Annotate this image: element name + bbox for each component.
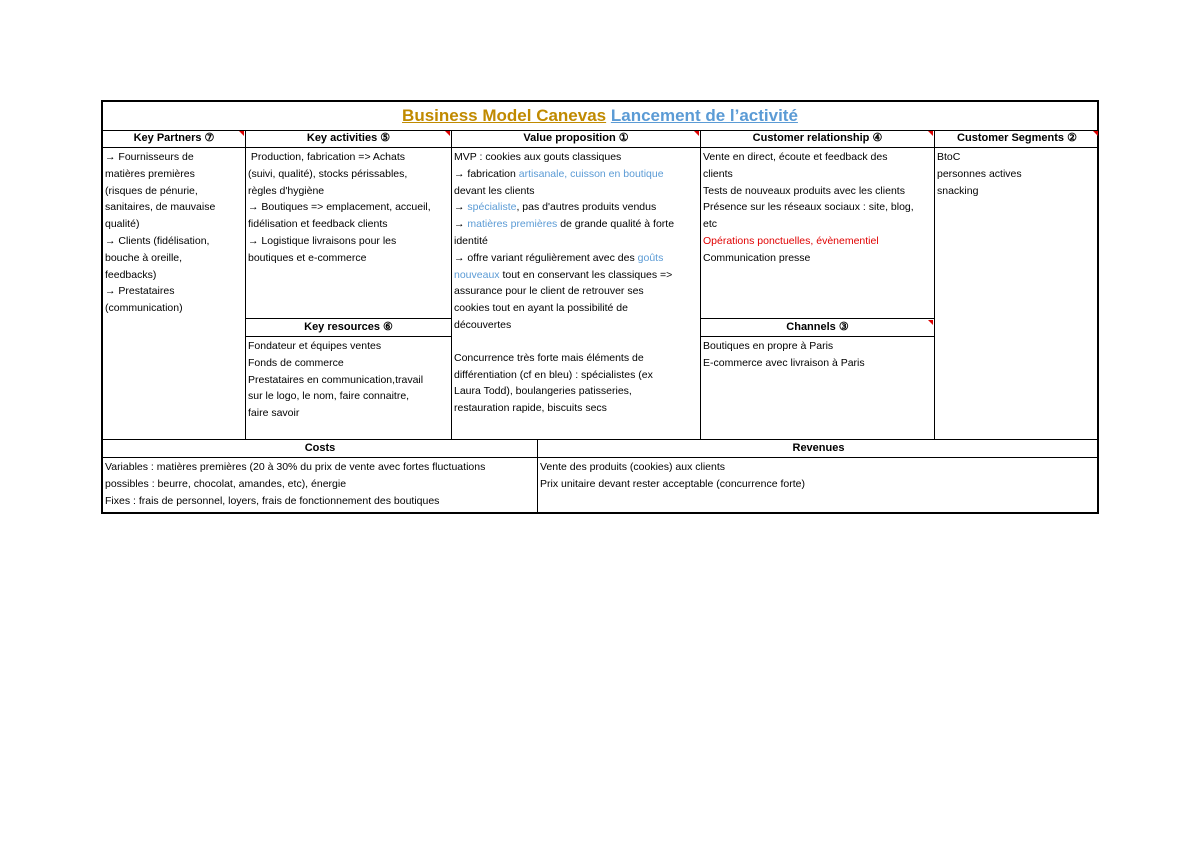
- value-proposition-body: MVP : cookies aux gouts classiques → fabrication artisanale, cuisson en boutique devant les clients → spécialiste, pas d'autres produits vendus → matières premières de grande qualité à forte identité → offre variant régulièrement avec des goûts nouveaux tout en conservant les classiques => assurance pour le client de retrouver ses cookies tout en ayant la possibilité de découvertes Concurrence très forte mais éléments de différentiation (cf en bleu) : spécialistes (ex Laura Todd), boulangeries patisseries, restauration rapide, biscuits secs: [454, 151, 675, 415]
- comment-marker-icon: [445, 131, 450, 136]
- key-partners-cell: [103, 130, 246, 440]
- comment-marker-icon: [928, 131, 933, 136]
- revenues-body: Vente des produits (cookies) aux clients Prix unitaire devant rester acceptable (concurrence forte): [540, 461, 805, 490]
- revenues-header: Revenues: [538, 440, 1099, 458]
- channels-body: Boutiques en propre à Paris E-commerce avec livraison à Paris: [703, 340, 865, 369]
- customer-segments-header: Customer Segments ②: [935, 130, 1099, 148]
- revenues-cell: [538, 440, 1099, 514]
- title-sub: Lancement de l’activité: [610, 106, 798, 125]
- customer-segments-cell: [935, 130, 1099, 440]
- key-partners-body: → Fournisseurs de matières premières (risques de pénurie, sanitaires, de mauvaise qualité) → Clients (fidélisation, bouche à oreille, feedbacks) → Prestataires (communication): [105, 151, 216, 315]
- value-proposition-cell: [452, 130, 701, 440]
- value-proposition-header: Value proposition ①: [452, 130, 700, 148]
- key-resources-cell: [246, 318, 452, 440]
- canvas-title: [103, 102, 1097, 131]
- channels-cell: [701, 318, 935, 440]
- key-activities-cell: [246, 130, 452, 318]
- customer-relationship-body: Vente en direct, écoute et feedback des clients Tests de nouveaux produits avec les clients Présence sur les réseaux sociaux : site, blog, etc Opérations ponctuelles, évènementiel Communication presse: [703, 151, 914, 264]
- customer-segments-body: BtoC personnes actives snacking: [937, 151, 1022, 197]
- customer-relationship-header: Customer relationship ④: [701, 130, 934, 148]
- title-main: Business Model Canevas: [402, 106, 607, 125]
- business-model-canvas: [101, 100, 1099, 514]
- costs-header: Costs: [103, 440, 537, 458]
- channels-header: Channels ③: [701, 319, 934, 337]
- comment-marker-icon: [694, 131, 699, 136]
- key-activities-header: Key activities ⑤: [246, 130, 451, 148]
- key-resources-body: Fondateur et équipes ventes Fonds de commerce Prestataires en communication,travail sur le logo, le nom, faire connaitre, faire savoir: [248, 340, 424, 420]
- customer-relationship-cell: [701, 130, 935, 318]
- costs-cell: [103, 440, 538, 514]
- key-activities-body: Production, fabrication => Achats (suivi, qualité), stocks périssables, règles d'hygiène → Boutiques => emplacement, accueil, fidélisation et feedback clients → Logistique livraisons pour les boutiques et e-commerce: [248, 151, 431, 264]
- key-partners-header: Key Partners ⑦: [103, 130, 245, 148]
- comment-marker-icon: [1093, 131, 1098, 136]
- costs-body: Variables : matières premières (20 à 30% du prix de vente avec fortes fluctuations possibles : beurre, chocolat, amandes, etc), énergie Fixes : frais de personnel, loyers, frais de fonctionnement des boutiques: [105, 461, 486, 507]
- key-resources-header: Key resources ⑥: [246, 319, 451, 337]
- comment-marker-icon: [928, 320, 933, 325]
- comment-marker-icon: [239, 131, 244, 136]
